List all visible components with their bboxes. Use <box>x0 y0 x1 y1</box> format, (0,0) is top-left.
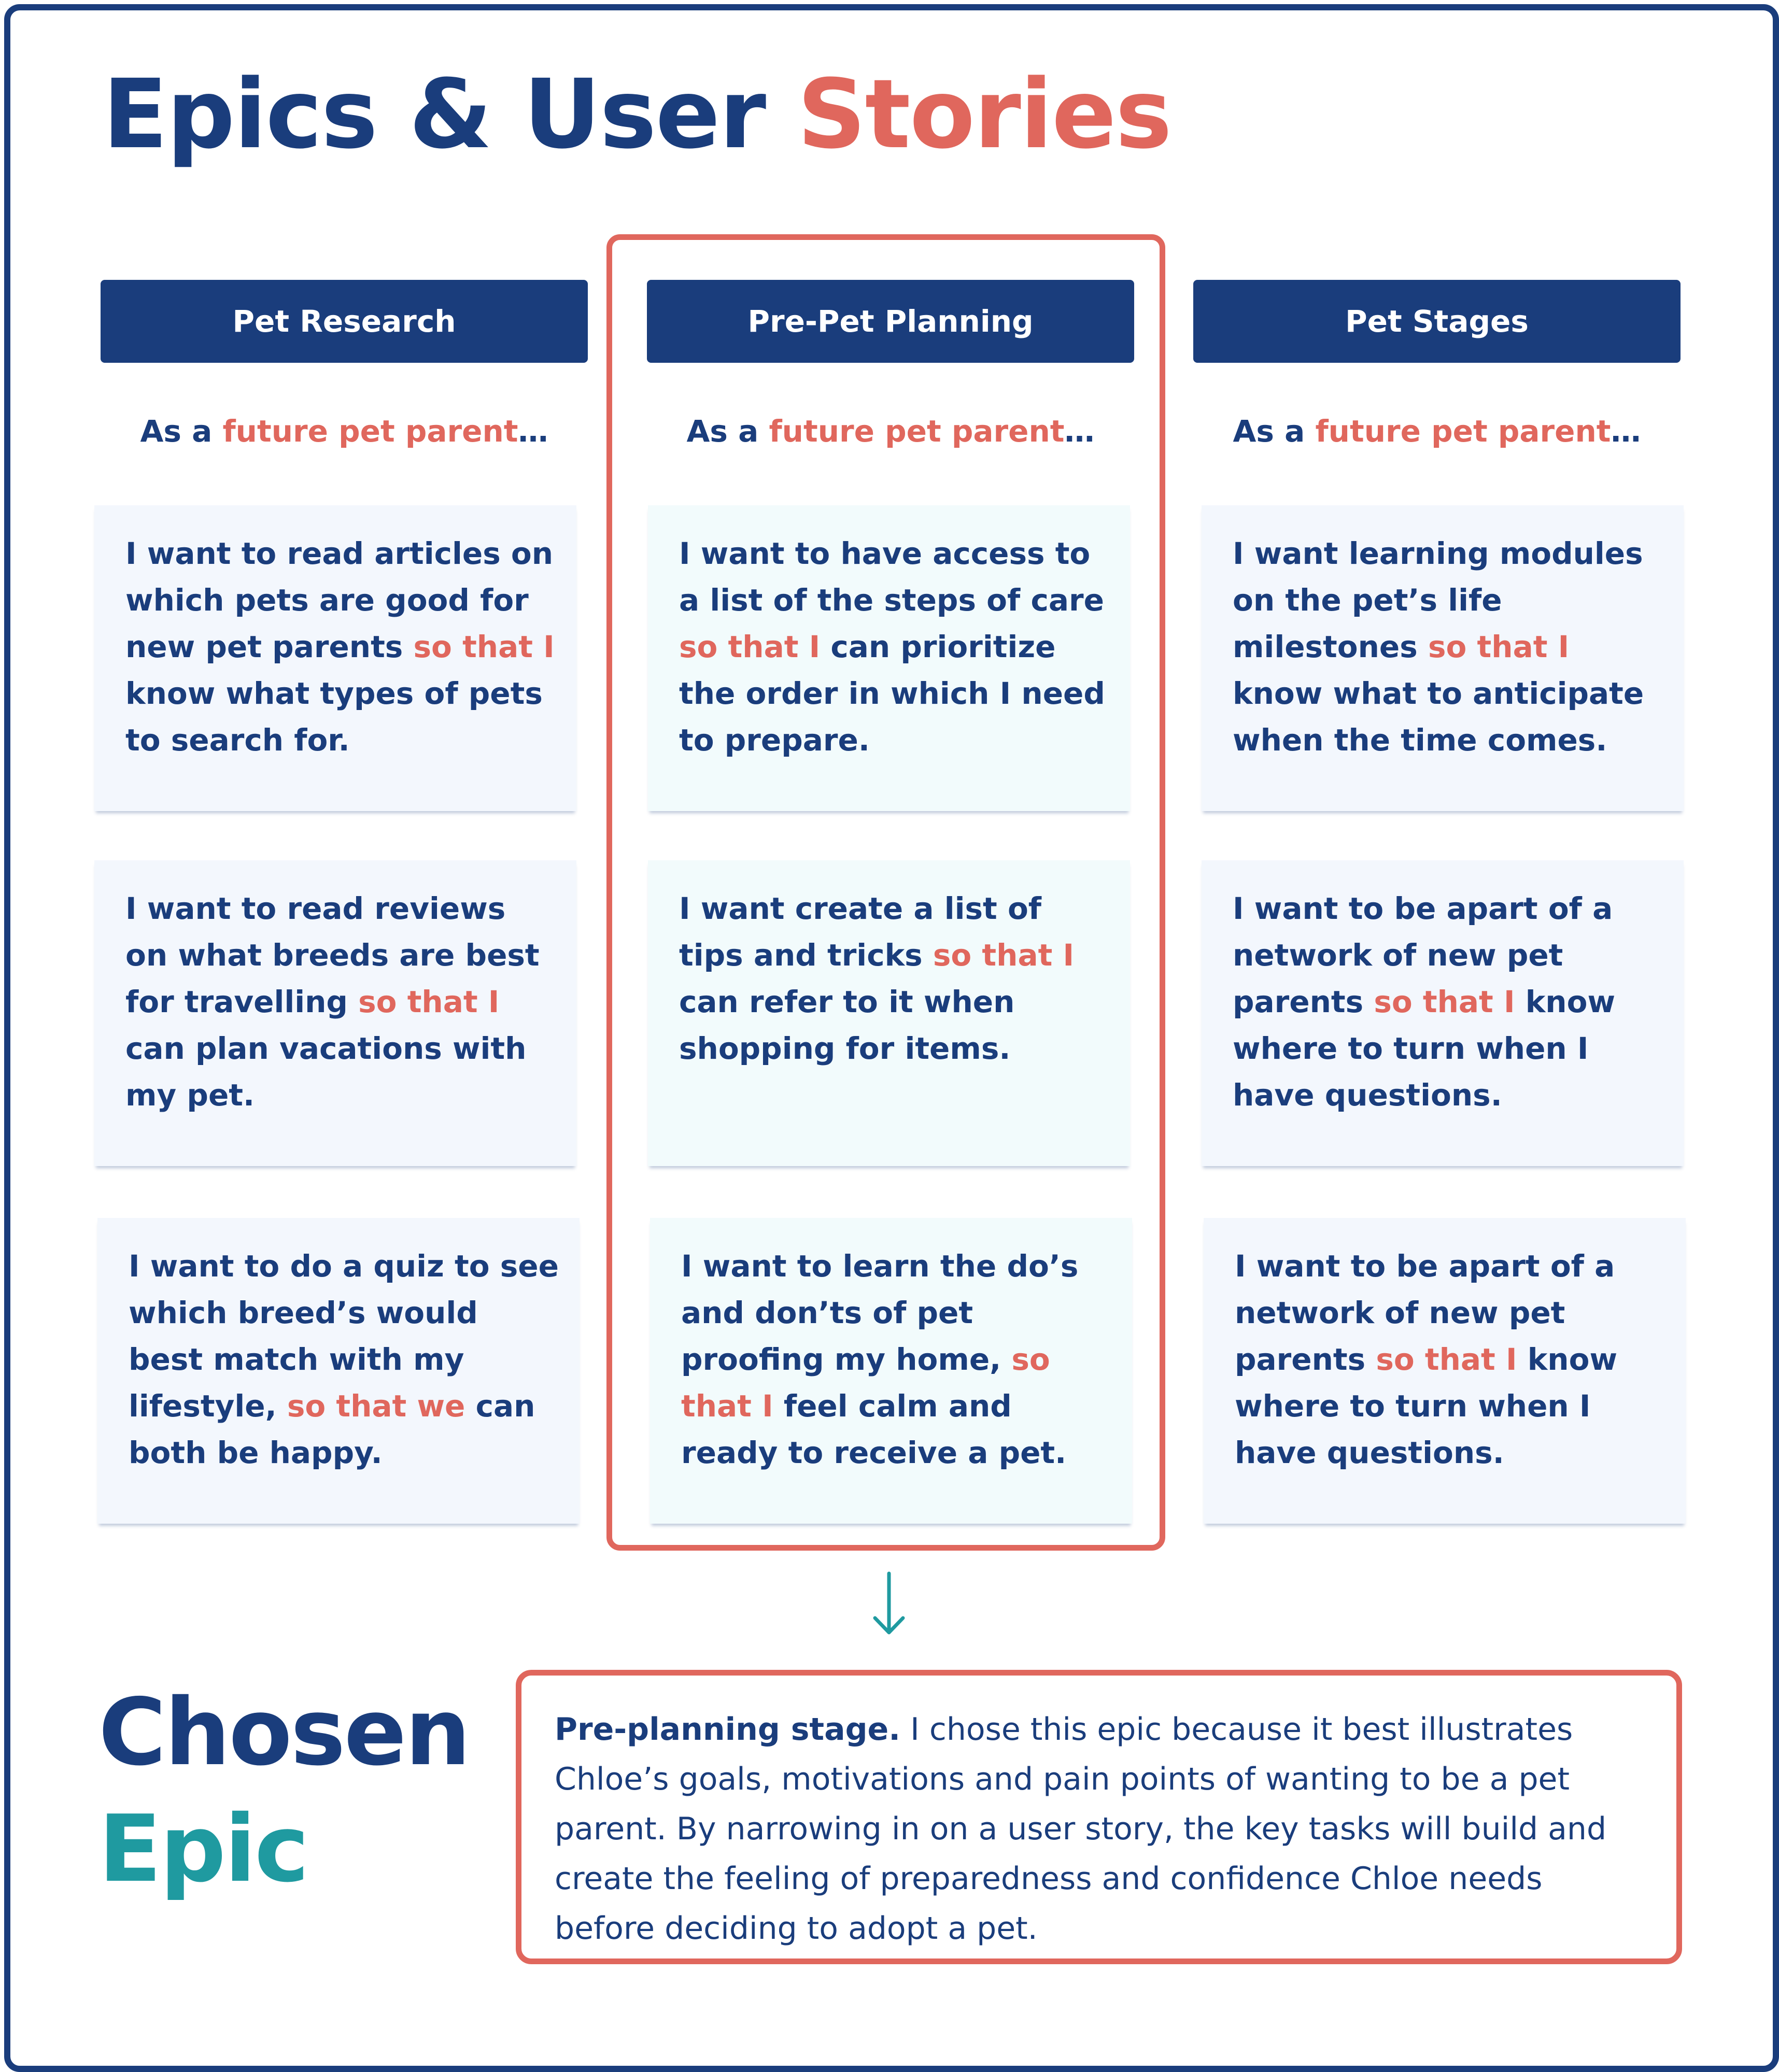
story-text: know where to turn when I have questions. <box>1233 984 1616 1113</box>
story-connector: so that I <box>358 984 500 1019</box>
story-connector: so that I <box>1376 1342 1517 1377</box>
story-card <box>648 860 1130 1166</box>
story-connector: so that I <box>1428 629 1570 664</box>
story-card <box>1204 1218 1686 1524</box>
title-part-2: Stories <box>797 59 1171 170</box>
epic-column-pet-stages <box>1193 280 1681 1524</box>
story-connector: so that I <box>413 629 555 664</box>
intro-suffix: … <box>1064 414 1095 449</box>
chosen-word: Chosen <box>98 1679 470 1786</box>
epic-intro <box>101 410 588 452</box>
epic-header: Pre-Pet Planning <box>647 280 1134 363</box>
intro-prefix: As a <box>140 414 223 449</box>
story-text: can refer to it when shopping for items. <box>679 984 1015 1066</box>
story-text: I want to be apart of a network of new pet parents <box>1235 1248 1615 1377</box>
intro-prefix: As a <box>686 414 769 449</box>
intro-prefix: As a <box>1233 414 1316 449</box>
story-text: I want to learn the do’s and don’ts of pet proofing my home, <box>681 1248 1079 1377</box>
intro-role: future pet parent <box>769 414 1065 449</box>
story-text: I want to read reviews on what breeds are best for travelling <box>125 891 540 1019</box>
story-card <box>650 1218 1132 1524</box>
epic-word: Epic <box>98 1795 308 1903</box>
story-connector: so that I <box>933 938 1075 973</box>
story-text: can both be happy. <box>129 1388 535 1470</box>
story-text: I want to read articles on which pets are good for new pet parents <box>125 536 554 664</box>
story-card <box>648 505 1130 811</box>
story-connector: so that I <box>679 629 821 664</box>
story-text: I want to do a quiz to see which breed’s would best match with my lifestyle, <box>129 1248 559 1424</box>
story-card <box>97 1218 580 1524</box>
story-text: I want create a list of tips and tricks <box>679 891 1042 973</box>
story-text: I want learning modules on the pet’s life milestones <box>1233 536 1643 664</box>
page-title <box>103 59 1171 170</box>
intro-role: future pet parent <box>1315 414 1611 449</box>
summary-lead: Pre-planning stage. <box>555 1711 901 1748</box>
story-text: I want to have access to a list of the steps of care <box>679 536 1104 618</box>
chosen-epic-summary <box>516 1670 1682 1964</box>
epic-header: Pet Research <box>101 280 588 363</box>
title-part-1: Epics & User <box>103 59 798 170</box>
story-connector: so that I <box>1374 984 1515 1019</box>
story-text: I want to be apart of a network of new pet parents <box>1233 891 1613 1019</box>
story-card <box>1202 860 1684 1166</box>
story-text: know what types of pets to search for. <box>125 676 543 758</box>
story-connector: so that I <box>681 1342 1050 1424</box>
epic-intro <box>1193 410 1681 452</box>
story-text: know what to anticipate when the time comes. <box>1233 676 1644 758</box>
intro-suffix: … <box>1611 414 1641 449</box>
story-card <box>94 860 576 1166</box>
story-text: feel calm and ready to receive a pet. <box>681 1388 1067 1470</box>
epic-column-pre-pet-planning <box>647 280 1134 1524</box>
story-card <box>1202 505 1684 811</box>
epic-intro <box>647 410 1134 452</box>
chosen-epic-heading <box>98 1674 469 1907</box>
intro-suffix: … <box>518 414 548 449</box>
story-connector: so that we <box>287 1388 465 1424</box>
intro-role: future pet parent <box>222 414 518 449</box>
story-text: know where to turn when I have questions. <box>1235 1342 1618 1470</box>
epic-header: Pet Stages <box>1193 280 1681 363</box>
story-text: can prioritize the order in which I need to prepare. <box>679 629 1105 758</box>
summary-body: I chose this epic because it best illustrates Chloe’s goals, motivations and pain points of wanting to be a pet parent. By narrowing in on a user story, the key tasks will build and create the feeling of preparedness and confidence Chloe needs before deciding to adopt a pet. <box>555 1711 1607 1947</box>
epic-column-pet-research <box>101 280 588 1524</box>
story-text: can plan vacations with my pet. <box>125 1031 527 1113</box>
story-card <box>94 505 576 811</box>
arrow-down-icon <box>871 1570 907 1638</box>
